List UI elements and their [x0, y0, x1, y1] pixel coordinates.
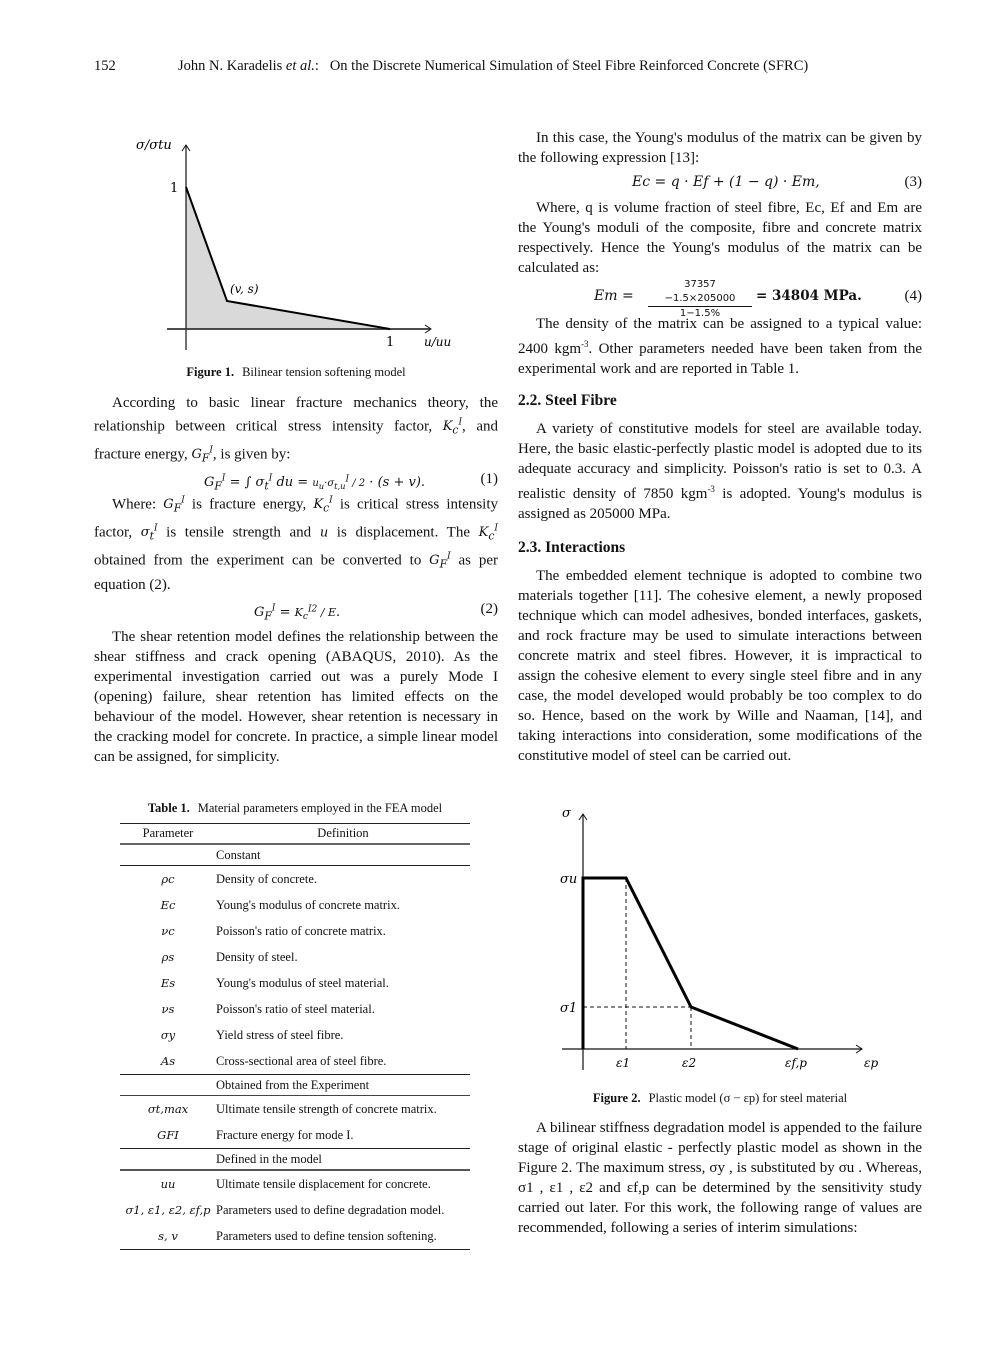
header-title: On the Discrete Numerical Simulation of Steel Fibre Reinforced Concrete (SFRC) [329, 58, 809, 74]
paragraph-shear-retention: The shear retention model defines the relationship between the shear stiffness and crack opening (ABAQUS, 2010). As the experimental investigation carried out was a purely Mode I (opening) failure, shear retention has limited effects on the behaviour of the model. However, shear retention is necessary in the cracking model for concrete. In practice, a simple linear model can be assigned, for simplicity. [94, 628, 498, 765]
softening-area [186, 187, 390, 329]
equation-4: Em = $\frac{37357 -1.5\times 205000}{1-1.5\%}$ = 34804 MPa. (4) [594, 279, 922, 319]
equation-2: $G_F^I = K_c^{I2} / E$. (2) [254, 600, 498, 623]
table-row: As Cross-sectional area of steel fibre. [120, 1048, 470, 1075]
fig2-y-tick-su: σu [560, 872, 578, 887]
table-row: σt,max Ultimate tensile strength of concrete matrix. [147, 1101, 437, 1116]
paragraph: Where: $G_F^I$ is fracture energy, $K_c^I$ is critical stress intensity factor, $\sigma_t^I$ is tensile strength and u is displacement. The $K_c^I$ obtained from the experiment can be converted to $G_F^I$ as per equation (2). [94, 495, 498, 593]
fig1-kink-label: (v, s) [230, 282, 259, 296]
paragraph: Where, q is volume fraction of steel fibre, Ec, Ef and Em are the Young's moduli of the composite, fibre and concrete matrix respectively. Hence the Young's modulus of the matrix can be calculated as: [518, 200, 922, 276]
eq1-number: (1) [480, 470, 498, 487]
section-title: Defined in the model [216, 1151, 322, 1166]
col-header-definition: Definition [317, 826, 369, 840]
paragraph: In this case, the Young's modulus of the matrix can be given by the following expression [13]: [518, 130, 922, 166]
fig2-y-label: σ [562, 806, 571, 821]
fig2-y-tick-s1: σ1 [560, 1001, 578, 1016]
figure2-plot [540, 800, 900, 1090]
table1 [120, 823, 470, 1250]
eq4-numerator: 37357 −1.5×205000 [648, 278, 752, 307]
figure1-caption [94, 365, 498, 380]
table-row: uu Ultimate tensile displacement for concrete. [160, 1176, 431, 1191]
figure2-caption [518, 1091, 922, 1106]
paragraph: The embedded element technique is adopted to combine two materials together [11]. The cohesive element, a newly proposed technique which can model adhesives, bonded interfaces, gaskets, and rock fracture may be used to simulate interactions between concrete matrix and steel fibres. However, it is impractical to assign the cohesive element to every single steel fibre and in any case, the model developed would probably be too complex to do so. Hence, based on the work by Wille and Naaman, [14], and taking interactions into consideration, some modifications of the constitutive model of steel can be carried out. [518, 568, 922, 764]
col-header-parameter: Parameter [142, 826, 194, 840]
table-row: Es Young's modulus of steel material. [160, 975, 389, 990]
paragraph: A variety of constitutive models for steel are available today. Here, the basic elastic-perfectly plastic model is adopted due to its adequate accuracy and simplicity. Poisson's ratio is set to 0.3. A realistic density of 7850 kgm$^{-3}$ is adopted. Young's modulus is assigned as 205000 MPa. [518, 421, 922, 522]
table-row: ρc Density of concrete. [161, 871, 318, 886]
page-number: 152 [94, 58, 116, 74]
table-row: s, v Parameters used to define tension softening. [120, 1223, 470, 1250]
figure2-caption-text: Plastic model (σ − εp) for steel material [648, 1091, 848, 1105]
table-row: σ1, ε1, ε2, εf,p Parameters used to define degradation model. [125, 1202, 445, 1217]
figure1-caption-label: Figure 1. [186, 365, 235, 379]
figure1-plot [120, 130, 480, 360]
paragraph-degradation-model: A bilinear stiffness degradation model is appended to the failure stage of original elastic - perfectly plastic model as shown in the Figure 2. The maximum stress, σy , is substituted by σu . Whereas, σ1 , ε1 , ε2 and εf,p can be determined by the sensitivity study carried out later. For this work, the following range of values are recommended, following a series of interim simulations: [518, 1120, 922, 1236]
table-row: νc Poisson's ratio of concrete matrix. [161, 923, 386, 938]
table-row: Ec Young's modulus of concrete matrix. [160, 897, 400, 912]
header-etal: et al. [285, 58, 315, 74]
right-column-bottom [518, 1118, 922, 1238]
fig2-x-tick-e1: ε1 [616, 1056, 631, 1070]
fig1-x-label: u/uu [424, 335, 452, 349]
figure2-caption-label: Figure 2. [592, 1091, 641, 1105]
table1-caption [120, 801, 470, 816]
fig1-y-tick: 1 [170, 181, 179, 196]
section-heading-steel-fibre: 2.2. Steel Fibre [518, 392, 617, 409]
eq2-number: (2) [480, 600, 498, 617]
header-text: John N. Karadelis et al.: On the Discrete Numerical Simulation of Steel Fibre Reinforced Concrete (SFRC) [178, 58, 809, 74]
right-column [518, 128, 922, 766]
equation-3: Ec = q · Ef + (1 − q) · Em, (3) [632, 174, 922, 190]
table1-caption-label: Table 1. [147, 801, 190, 815]
section-title: Obtained from the Experiment [216, 1077, 370, 1092]
eq3-number: (3) [904, 174, 922, 190]
fig2-x-tick-efp: εf,p [785, 1056, 807, 1070]
header-authors: John N. Karadelis [178, 58, 283, 74]
table-row: σy Yield stress of steel fibre. [160, 1027, 344, 1042]
left-column-top [94, 393, 498, 767]
eq4-number: (4) [904, 288, 922, 304]
equation-1: $G_F^I$ = ∫ $\sigma_t^I$ du = $u_u\cdot\sigma_{t,u}^I / 2 \cdot (s + v)$. (1) [204, 470, 498, 493]
table-row: ρs Density of steel. [161, 949, 298, 964]
section-title: Constant [216, 847, 261, 862]
fig1-x-tick: 1 [386, 335, 395, 350]
table-row: GFI Fracture energy for mode I. [120, 1122, 470, 1149]
table-row: νs Poisson's ratio of steel material. [161, 1001, 375, 1016]
eq4-denominator: 1−1.5% [679, 308, 721, 319]
paragraph: According to basic linear fracture mechanics theory, the relationship between critical stress intensity factor, $K_c^I$, and fracture energy, $G_F^I$, is given by: [94, 395, 498, 465]
figure1-caption-text: Bilinear tension softening model [242, 365, 406, 379]
paragraph: The density of the matrix can be assigned to a typical value: 2400 kgm$^{-3}$. Other parameters needed have been taken from the experimental work and are reported in Table 1. [518, 316, 922, 377]
section-heading-interactions: 2.3. Interactions [518, 539, 626, 556]
fig2-x-label: εp [864, 1056, 879, 1070]
fig1-y-label: σ/σtu [136, 138, 172, 153]
table1-caption-text: Material parameters employed in the FEA model [197, 801, 443, 815]
fig2-x-tick-e2: ε2 [682, 1056, 697, 1070]
